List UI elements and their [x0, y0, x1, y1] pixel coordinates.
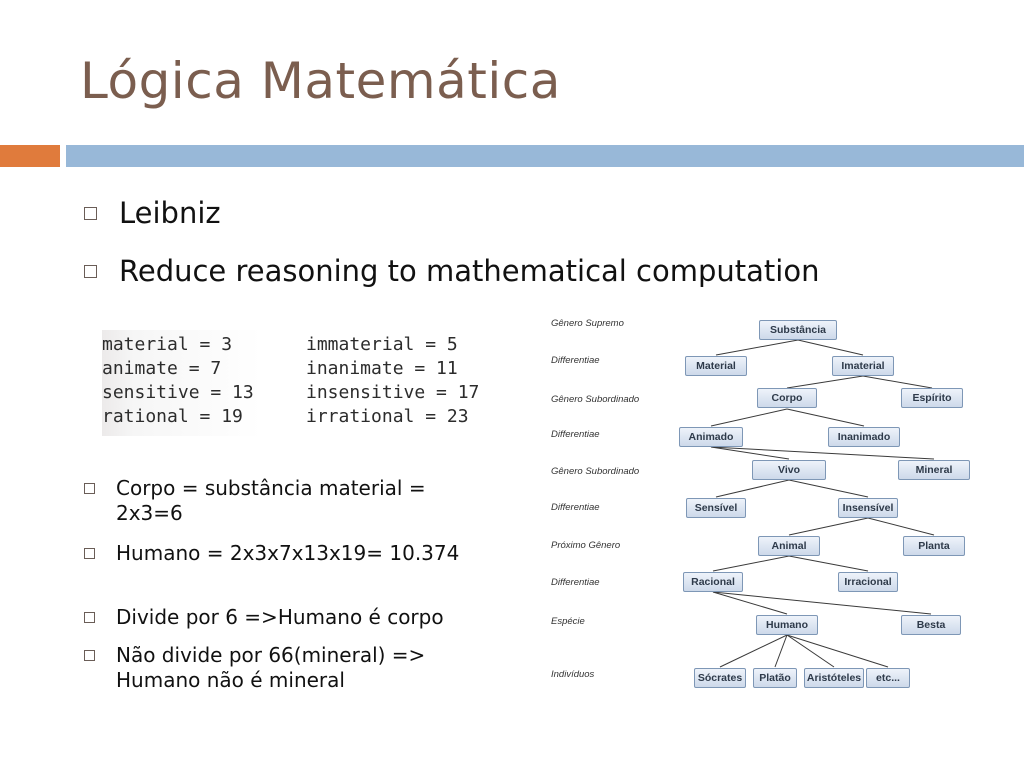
slide-title: Lógica Matemática — [80, 52, 561, 110]
node-humano: Humano — [756, 615, 818, 635]
node-racional: Racional — [683, 572, 743, 592]
table-cell: irrational = 23 — [306, 406, 469, 427]
level-label: Differentiae — [551, 429, 600, 440]
table-cell: sensitive = 13 — [102, 382, 254, 403]
table-cell: inanimate = 11 — [306, 358, 458, 379]
level-label: Gênero Subordinado — [551, 394, 640, 405]
level-label: Indivíduos — [551, 669, 595, 680]
sub-bullet-text: Corpo = substância material = 2x3=6 — [116, 476, 426, 525]
node-animado: Animado — [679, 427, 743, 447]
node-aristoteles: Aristóteles — [804, 668, 864, 688]
node-material: Material — [685, 356, 747, 376]
sub-bullet-text: Divide por 6 =>Humano é corpo — [116, 605, 444, 629]
level-label: Gênero Subordinado — [551, 466, 640, 477]
level-label: Próximo Gênero — [551, 540, 621, 551]
node-sensivel: Sensível — [686, 498, 746, 518]
table-cell: immaterial = 5 — [306, 334, 458, 355]
node-platao: Platão — [753, 668, 797, 688]
table-cell: rational = 19 — [102, 406, 243, 427]
bullet-text: Reduce reasoning to mathematical computation — [119, 254, 820, 288]
node-etc: etc... — [866, 668, 910, 688]
node-inanimado: Inanimado — [828, 427, 900, 447]
node-espirito: Espírito — [901, 388, 963, 408]
node-planta: Planta — [903, 536, 965, 556]
level-label: Gênero Supremo — [551, 318, 624, 329]
node-mineral: Mineral — [898, 460, 970, 480]
level-label: Differentiae — [551, 355, 600, 366]
level-label: Espécie — [551, 616, 585, 627]
sub-bullet-text: Humano = 2x3x7x13x19= 10.374 — [116, 541, 460, 565]
sub-bullet-text: Não divide por 66(mineral) => Humano não é mineral — [116, 643, 426, 692]
node-vivo: Vivo — [752, 460, 826, 480]
node-socrates: Sócrates — [694, 668, 746, 688]
node-besta: Besta — [901, 615, 961, 635]
node-corpo: Corpo — [757, 388, 817, 408]
node-substancia: Substância — [759, 320, 837, 340]
bullet-text: Leibniz — [119, 196, 221, 230]
level-label: Differentiae — [551, 577, 600, 588]
node-irracional: Irracional — [838, 572, 898, 592]
table-cell: insensitive = 17 — [306, 382, 480, 403]
node-animal: Animal — [758, 536, 820, 556]
table-cell: material = 3 — [102, 334, 233, 355]
level-label: Differentiae — [551, 502, 600, 513]
table-cell: animate = 7 — [102, 358, 222, 379]
node-insensivel: Insensível — [838, 498, 898, 518]
node-imaterial: Imaterial — [832, 356, 894, 376]
